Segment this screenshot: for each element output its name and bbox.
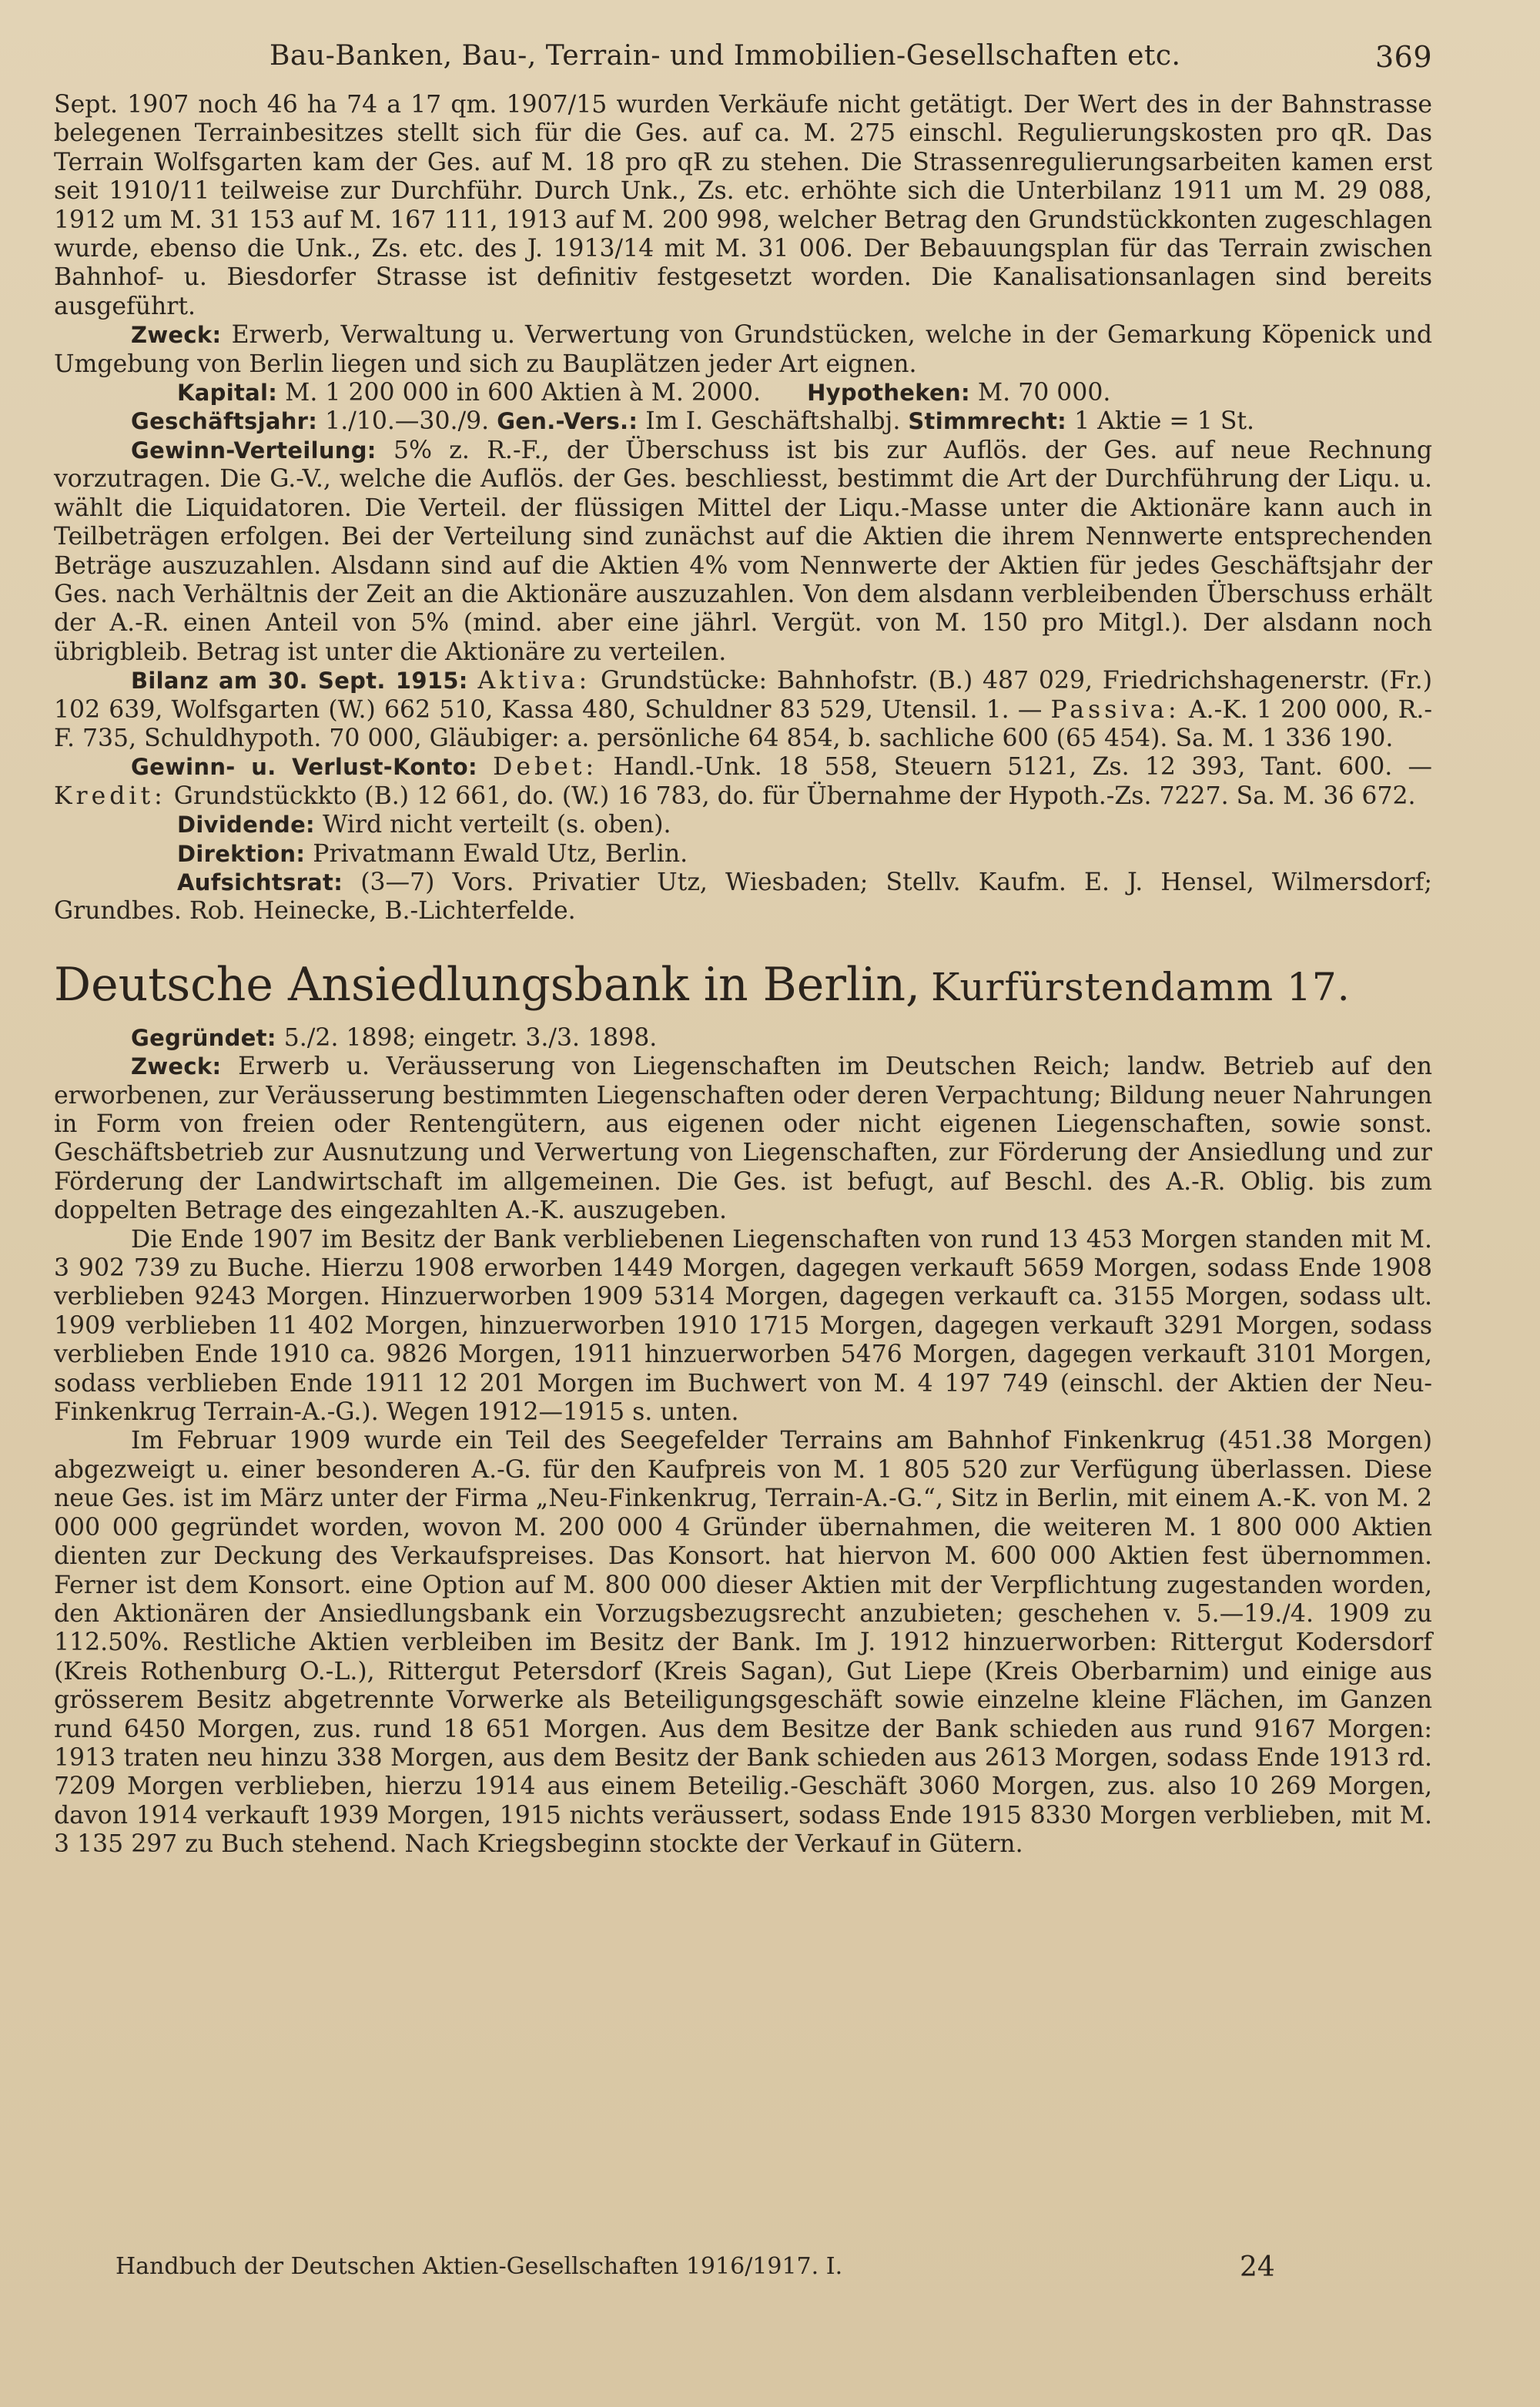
signature-number: 24 xyxy=(1240,2251,1275,2283)
finkenkrug-paragraph: Im Februar 1909 wurde ein Teil des Seegefelder Terrains am Bahnhof Finkenkrug (451.38 Morgen) abgezweigt u. einer besonderen A.-G. für den Kaufpreis von M. 1 805 520 zur Verfügung überlassen. Diese neue Ges. ist im März unter der Firma „Neu-Finkenkrug, Terrain-A.-G.“, Sitz in Berlin, mit einem A.-K. von M. 2 000 000 gegründet worden, wovon M. 200 000 4 Gründer übernahmen, die weiteren M. 1 800 000 Aktien dienten zur Deckung des Verkaufspreises. Das Konsort. hat hiervon M. 600 000 Aktien fest übernommen. Ferner ist dem Konsort. eine Option auf M. 800 000 dieser Aktien mit der Verpflichtung zugestanden worden, den Aktionären der Ansiedlungsbank ein Vorzugsbezugsrecht anzubieten; geschehen v. 5.—19./4. 1909 zu 112.50%. Restliche Aktien verbleiben im Besitz der Bank. Im J. 1912 hinzuerworben: Rittergut Kodersdorf (Kreis Rothenburg O.-L.), Rittergut Petersdorf (Kreis Sagan), Gut Liepe (Kreis Oberbarnim) und einige aus grösserem Besitz abgetrennte Vorwerke als Beteiligungsgeschäft sowie einzelne kleine Flächen, im Ganzen rund 6450 Morgen, zus. rund 18 651 Morgen. Aus dem Besitze der Bank schieden aus rund 9167 Morgen: 1913 traten neu hinzu 338 Morgen, aus dem Besitz der Bank schieden aus 2613 Morgen, sodass Ende 1913 rd. 7209 Morgen verblieben, hierzu 1914 aus einem Beteilig.-Geschäft 3060 Morgen, zus. also 10 269 Morgen, davon 1914 verkauft 1939 Morgen, 1915 nichts veräussert, sodass Ende 1915 8330 Morgen verblieben, mit M. 3 135 297 zu Buch stehend. Nach Kriegsbeginn stockte der Verkauf in Gütern. xyxy=(54,1427,1433,1859)
entry-ansiedlungsbank xyxy=(54,1024,1432,1860)
stimm-text: 1 Aktie = 1 St. xyxy=(1074,407,1255,436)
company-heading xyxy=(54,956,1432,1016)
passiva-label: Passiva: xyxy=(1050,695,1180,724)
aktiva-text: Grundstücke: Bahnhofstr. (B.) 487 029, Friedrichshagenerstr. (Fr.) 102 639, Wolfsgarten (W.) 662 510, Kassa 480, Schuldner 83 529, Utensil. 1. — xyxy=(54,667,1432,724)
kapital-line xyxy=(54,379,1432,407)
aktiva-label: Aktiva: xyxy=(477,667,591,695)
zweck-label: Zweck: xyxy=(131,322,222,349)
dividende-line xyxy=(54,811,1432,839)
company-name: Deutsche Ansiedlungsbank in Berlin, xyxy=(54,957,921,1012)
kapital-label: Kapital: xyxy=(177,380,278,407)
besitz-paragraph: Die Ende 1907 im Besitz der Bank verbliebenen Liegenschaften von rund 13 453 Morgen standen mit M. 3 902 739 zu Buche. Hierzu 1908 erworben 1449 Morgen, dagegen verkauft 5659 Morgen, sodass Ende 1908 verblieben 9243 Morgen. Hinzuerworben 1909 5314 Morgen, dagegen verkauft ca. 3155 Morgen, sodass ult. 1909 verblieben 11 402 Morgen, hinzuerworben 1910 1715 Morgen, dagegen verkauft 3291 Morgen, sodass verblieben Ende 1910 ca. 9826 Morgen, 1911 hinzuerworben 5476 Morgen, dagegen verkauft 3101 Morgen, sodass verblieben Ende 1911 12 201 Morgen im Buchwert von M. 4 197 749 (einschl. der Aktien der Neu-Finkenkrug Terrain-A.-G.). Wegen 1912—1915 s. unten. xyxy=(54,1225,1432,1427)
guv-paragraph xyxy=(54,753,1432,811)
header-title: Bau-Banken, Bau-, Terrain- und Immobilien-Gesellschaften etc. xyxy=(270,40,1181,72)
page-number: 369 xyxy=(1374,40,1432,74)
guv-label: Gewinn- u. Verlust-Konto: xyxy=(131,754,477,781)
debet-text: Handl.-Unk. 18 558, Steuern 5121, Zs. 12 393, Tant. 600. — xyxy=(613,753,1433,782)
genvers-text: Im I. Geschäftshalbj. xyxy=(645,407,901,436)
zweck2-paragraph xyxy=(54,1053,1432,1225)
gegr-label: Gegründet: xyxy=(131,1024,276,1051)
aufsichtsrat-paragraph xyxy=(54,869,1432,926)
page-footer xyxy=(116,2251,1275,2283)
gv-text: 5% z. R.-F., der Überschuss ist bis zur Auflös. der Ges. auf neue Rechnung vorzutragen. Die G.-V., welche die Auflös. der Ges. beschliesst, bestimmt die Art der Durchführung der Liqu. u. wählt die Liquidatoren. Die Verteil. der flüssigen Mittel der Liqu.-Masse unter die Aktionäre kann auch in Teilbeträgen erfolgen. Bei der Verteilung sind zunächst auf die Aktien die ihrem Nennwerte entsprechenden Beträge auszuzahlen. Alsdann sind auf die Aktien 4% vom Nennwerte der Aktien für jedes Geschäftsjahr der Ges. nach Verhältnis der Zeit an die Aktionäre auszuzahlen. Von dem alsdann verbleibenden Überschuss erhält der A.-R. einen Anteil von 5% (mind. aber eine jährl. Vergüt. von M. 150 pro Mitgl.). Der alsdann noch übrigbleib. Betrag ist unter die Aktionäre zu verteilen. xyxy=(54,436,1433,666)
running-header xyxy=(54,37,1432,91)
gv-label: Gewinn-Verteilung: xyxy=(131,437,377,464)
zweck-paragraph xyxy=(54,321,1432,379)
zweck2-text: Erwerb u. Veräusserung von Liegenschaften im Deutschen Reich; landw. Betrieb auf den erworbenen, zur Veräusserung bestimmten Liegenschaften oder deren Verpachtung; Bildung neuer Nahrungen in Form von freien oder Rentengütern, aus eigenen oder nicht eigenen Liegenschaften, sowie sonst. Geschäftsbetrieb zur Ausnutzung und Verwertung von Liegenschaften, zur Förderung der Ansiedlung und zur Förderung der Landwirtschaft im allgemeinen. Die Ges. ist befugt, auf Beschl. des A.-R. Oblig. bis zum doppelten Betrage des eingezahlten A.-K. auszugeben. xyxy=(54,1053,1432,1225)
direktion-label: Direktion: xyxy=(177,840,306,867)
debet-label: Debet: xyxy=(493,753,598,782)
gegruendet-line xyxy=(54,1024,1432,1053)
kredit-label: Kredit: xyxy=(54,782,166,810)
gewinn-verteilung-paragraph xyxy=(54,437,1432,667)
zweck-text: Erwerb, Verwaltung u. Verwertung von Grundstücken, welche in der Gemarkung Köpenick und Umgebung von Berlin liegen und sich zu Bauplätzen jeder Art eignen. xyxy=(54,321,1432,378)
direktion-text: Privatmann Ewald Utz, Berlin. xyxy=(313,839,688,868)
ar-label: Aufsichtsrat: xyxy=(177,869,343,896)
gj-label: Geschäftsjahr: xyxy=(131,408,318,435)
company-address: Kurfürstendamm 17. xyxy=(931,964,1351,1009)
zweck2-label: Zweck: xyxy=(131,1053,222,1080)
ar-text: (3—7) Vors. Privatier Utz, Wiesbaden; Stellv. Kaufm. E. J. Hensel, Wilmersdorf; Grundbes. Rob. Heinecke, B.-Lichterfelde. xyxy=(54,868,1432,926)
kapital-text: M. 1 200 000 in 600 Aktien à M. 2000. xyxy=(285,379,762,407)
footer-text: Handbuch der Deutschen Aktien-Gesellschaften 1916/1917. I. xyxy=(116,2253,843,2280)
dividende-label: Dividende: xyxy=(177,812,315,839)
passiva-text: A.-K. 1 200 000, R.-F. 735, Schuldhypoth. 70 000, Gläubiger: a. persönliche 64 854, b. sachliche 600 (65 454). Sa. M. 1 336 190. xyxy=(54,695,1433,752)
genvers-label: Gen.-Vers.: xyxy=(497,408,638,435)
kredit-text: Grundstückkto (B.) 12 661, do. (W.) 16 783, do. für Übernahme der Hypoth.-Zs. 7227. Sa. M. 36 672. xyxy=(173,782,1416,810)
stimm-label: Stimmrecht: xyxy=(908,408,1067,435)
gj-line xyxy=(54,407,1432,436)
entry-utz-terrain xyxy=(54,91,1432,926)
hypotheken-text: M. 70 000. xyxy=(977,379,1111,407)
gegr-text: 5./2. 1898; eingetr. 3./3. 1898. xyxy=(283,1023,658,1052)
dividende-text: Wird nicht verteilt (s. oben). xyxy=(322,811,671,839)
bilanz-label: Bilanz am 30. Sept. 1915: xyxy=(131,668,468,695)
intro-paragraph: Sept. 1907 noch 46 ha 74 a 17 qm. 1907/15 wurden Verkäufe nicht getätigt. Der Wert des in der Bahnstrasse belegenen Terrainbesitzes stellt sich für die Ges. auf ca. M. 275 einschl. Regulierungskosten pro qR. Das Terrain Wolfsgarten kam der Ges. auf M. 18 pro qR zu stehen. Die Strassenregulierungsarbeiten kamen erst seit 1910/11 teilweise zur Durchführ. Durch Unk., Zs. etc. erhöhte sich die Unterbilanz 1911 um M. 29 088, 1912 um M. 31 153 auf M. 167 111, 1913 auf M. 200 998, welcher Betrag den Grundstückkonten zugeschlagen wurde, ebenso die Unk., Zs. etc. des J. 1913/14 mit M. 31 006. Der Bebauungsplan für das Terrain zwischen Bahnhof- u. Biesdorfer Strasse ist definitiv festgesetzt worden. Die Kanalisationsanlagen sind bereits ausgeführt. xyxy=(54,91,1432,320)
bilanz-paragraph xyxy=(54,667,1432,753)
hypotheken-label: Hypotheken: xyxy=(807,380,970,407)
direktion-line xyxy=(54,840,1432,869)
gj-text: 1./10.—30./9. xyxy=(325,407,490,436)
